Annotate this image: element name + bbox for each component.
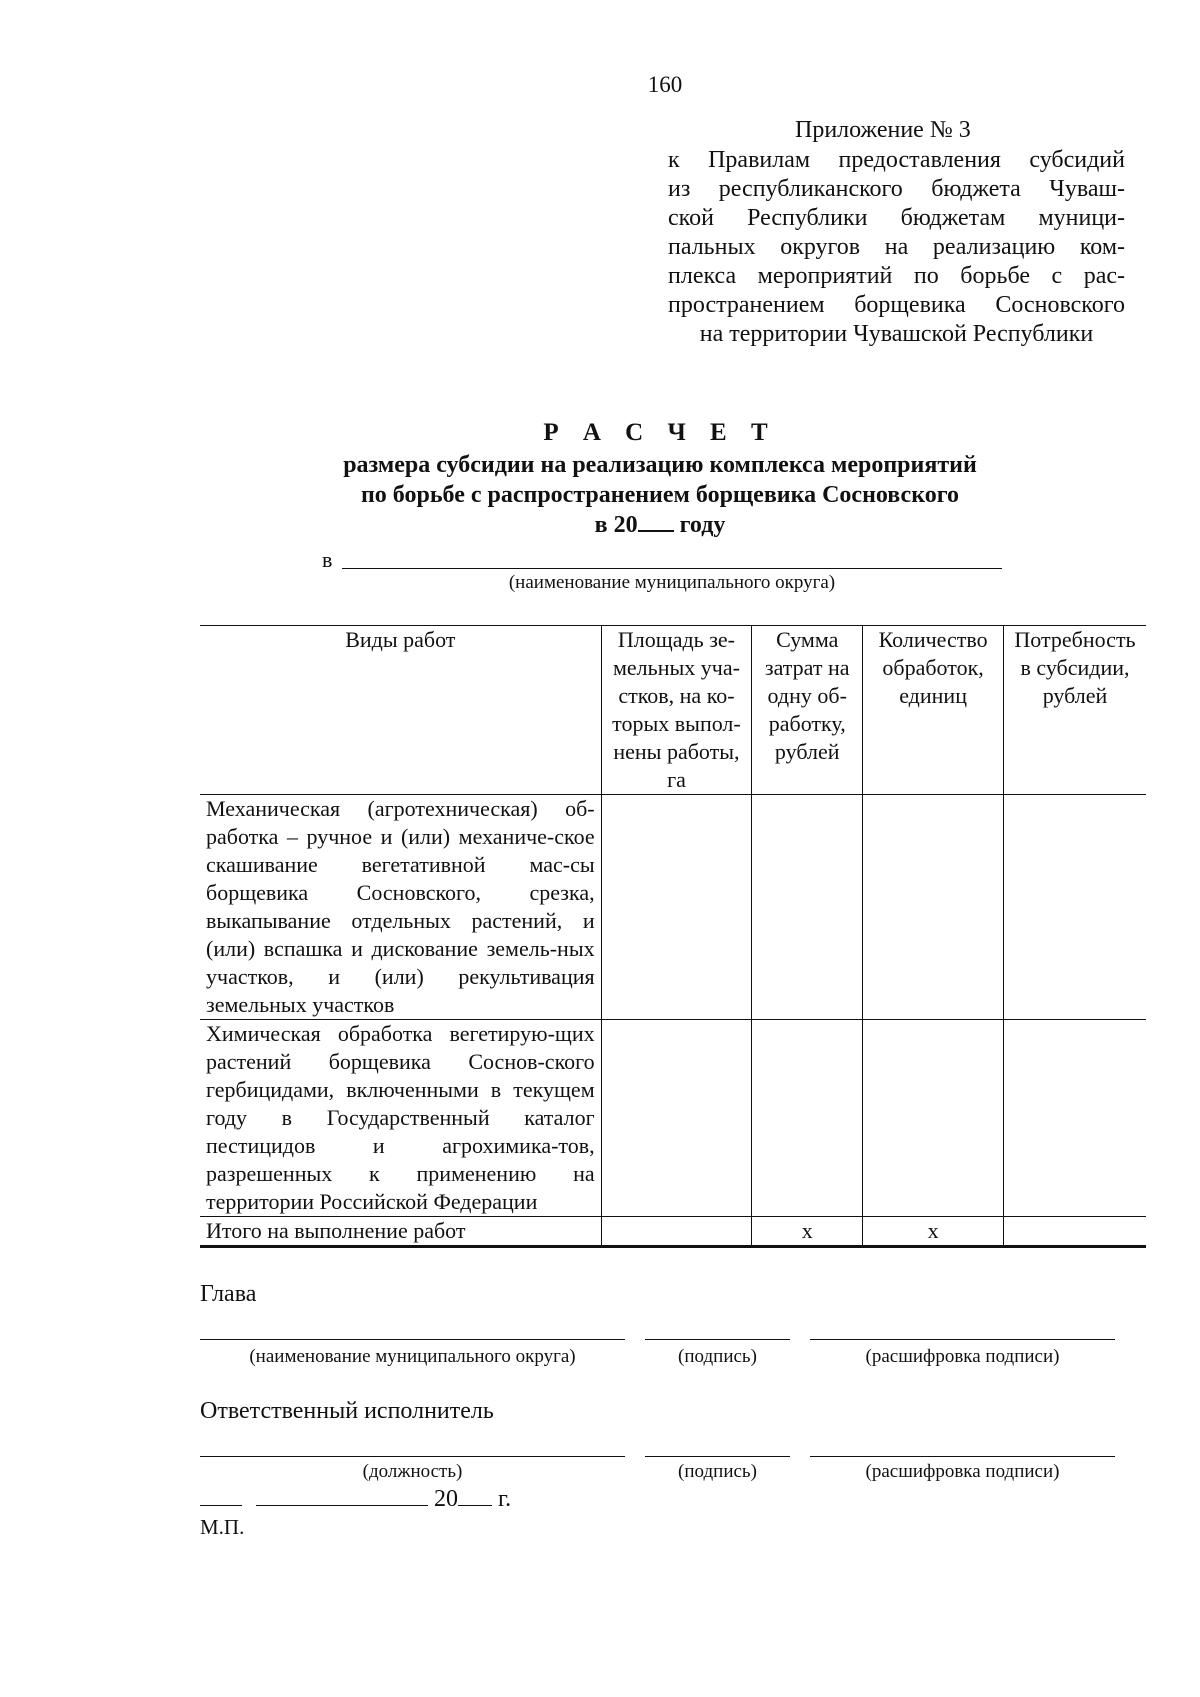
head-district-caption: (наименование муниципального округа)	[249, 1346, 576, 1367]
year-suffix: году	[679, 512, 726, 538]
annex-line: пальных округов на реализацию ком-	[668, 234, 1125, 260]
date-year-prefix: 20	[434, 1486, 458, 1512]
annex-line: к Правилам предоставления субсидий	[668, 147, 1125, 173]
table-row	[200, 1020, 1146, 1217]
total-area-cell	[601, 1217, 752, 1247]
need-cell	[1004, 1020, 1146, 1217]
header-count: Количество обработок, единиц	[863, 626, 1004, 795]
header-area: Площадь зе-мельных уча-стков, на ко-торых выпол-нены работы, га	[601, 626, 752, 795]
month-blank	[256, 1483, 428, 1506]
head-label: Глава	[200, 1281, 257, 1307]
document-heading: Р А С Ч Е Т	[543, 419, 777, 446]
head-signature-line	[645, 1339, 790, 1340]
area-cell	[601, 1020, 752, 1217]
count-cell	[863, 795, 1004, 1020]
executor-signature-caption: (подпись)	[678, 1461, 757, 1482]
head-decryption-line	[810, 1339, 1115, 1340]
district-label: в	[322, 547, 333, 572]
area-cell	[601, 795, 752, 1020]
need-cell	[1004, 795, 1146, 1020]
day-blank	[200, 1483, 242, 1506]
year-prefix: в 20	[594, 512, 638, 538]
annex-line: ской Республики бюджетам муници-	[668, 205, 1125, 231]
annex-line: на территории Чувашской Республики	[699, 321, 1094, 347]
total-cost-cell: х	[752, 1217, 863, 1247]
date-row	[200, 1483, 511, 1513]
district-blank-line	[342, 568, 1002, 569]
document-title-line: размера субсидии на реализацию комплекса мероприятий	[343, 452, 977, 478]
annex-line: из республиканского бюджета Чуваш-	[668, 176, 1125, 202]
total-need-cell	[1004, 1217, 1146, 1247]
executor-position-line	[200, 1456, 625, 1457]
table-total-row	[200, 1217, 1146, 1247]
header-cost: Сумма затрат на одну об-работку, рублей	[752, 626, 863, 795]
work-description: Химическая обработка вегетирую-щих растений борщевика Соснов-ского гербицидами, включенными в текущем году в Государственный каталог пестицидов и агрохимика-тов, разрешенных к применению на территории Российской Федерации	[200, 1020, 601, 1217]
date-year-suffix: г.	[498, 1486, 512, 1512]
page-number: 160	[647, 72, 683, 97]
executor-label: Ответственный исполнитель	[200, 1398, 494, 1424]
calculation-table	[200, 625, 1146, 1248]
document-title-year	[300, 510, 1020, 540]
executor-position-caption: (должность)	[362, 1461, 463, 1482]
head-signature-caption: (подпись)	[678, 1346, 757, 1367]
document-title-line: по борьбе с распространением борщевика Сосновского	[360, 482, 960, 508]
date-year-blank	[458, 1483, 492, 1506]
count-cell	[863, 1020, 1004, 1217]
header-work-types: Виды работ	[200, 626, 601, 795]
district-caption: (наименование муниципального округа)	[508, 572, 836, 593]
executor-signature-line	[645, 1456, 790, 1457]
annex-title: Приложение № 3	[795, 117, 971, 143]
work-description: Механическая (агротехническая) об-работка – ручное и (или) механиче-ское скашивание вегетативной мас-сы борщевика Сосновского, срезка, выкапывание отдельных растений, и (или) вспашка и дискование земель-ных участков, и (или) рекультивация земельных участков	[200, 795, 601, 1020]
total-count-cell: х	[863, 1217, 1004, 1247]
header-need: Потребность в субсидии, рублей	[1004, 626, 1146, 795]
total-label: Итого на выполнение работ	[200, 1217, 601, 1247]
cost-cell	[752, 795, 863, 1020]
head-decryption-caption: (расшифровка подписи)	[865, 1346, 1060, 1367]
executor-decryption-line	[810, 1456, 1115, 1457]
cost-cell	[752, 1020, 863, 1217]
table-header-row	[200, 626, 1146, 795]
stamp-placeholder: М.П.	[200, 1515, 245, 1539]
executor-decryption-caption: (расшифровка подписи)	[865, 1461, 1060, 1482]
year-blank	[638, 510, 674, 532]
annex-line: плекса мероприятий по борьбе с рас-	[668, 263, 1125, 289]
table-row	[200, 795, 1146, 1020]
head-district-line	[200, 1339, 625, 1340]
annex-line: пространением борщевика Сосновского	[668, 292, 1125, 318]
